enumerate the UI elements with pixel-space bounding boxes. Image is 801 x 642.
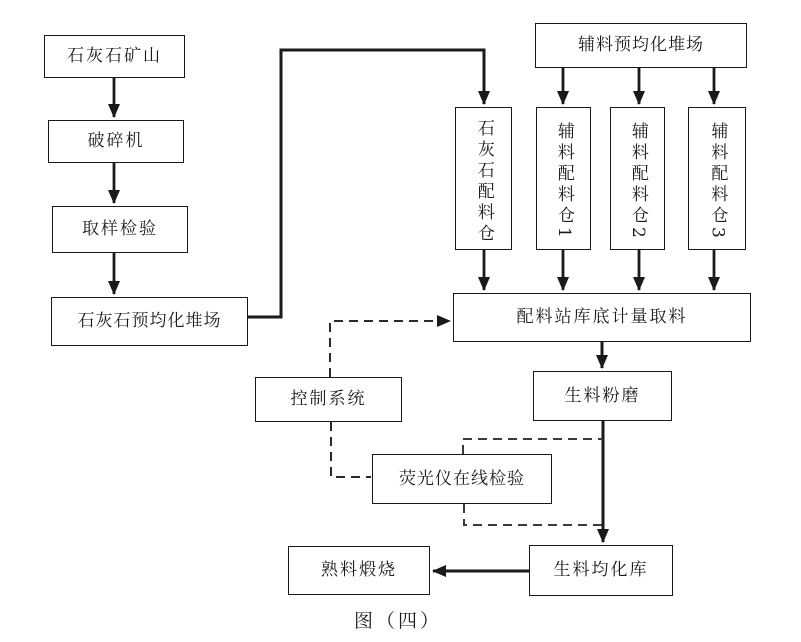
dashed-xrf-top-tap (463, 439, 603, 454)
node-clinker-calcination: 熟料煅烧 (288, 546, 430, 595)
node-aux-preblending-yard: 辅料预均化堆场 (535, 23, 747, 68)
dashed-control-to-station (330, 321, 450, 377)
node-control-system: 控制系统 (255, 377, 402, 422)
arrow-yard-to-limestone-bin (248, 50, 484, 317)
node-aux-batching-bin-3: 辅料配料仓3 (688, 107, 746, 250)
dashed-control-to-xrf (331, 422, 371, 477)
node-limestone-batching-bin: 石灰石配料仓 (455, 107, 512, 250)
node-limestone-mine: 石灰石矿山 (44, 35, 185, 78)
figure-caption: 图（四） (353, 610, 442, 632)
node-raw-meal-homogenizing-silo: 生料均化库 (529, 545, 673, 596)
node-aux-batching-bin-1: 辅料配料仓1 (536, 107, 591, 250)
node-aux-batching-bin-2: 辅料配料仓2 (610, 107, 665, 250)
node-raw-meal-grinding: 生料粉磨 (533, 371, 672, 421)
node-crusher: 破碎机 (48, 120, 184, 163)
dashed-xrf-bottom-tap (464, 504, 603, 525)
node-xrf-online-inspection: 荧光仪在线检验 (372, 454, 552, 504)
node-batching-station: 配料站库底计量取料 (453, 293, 751, 342)
node-sampling-inspection: 取样检验 (52, 206, 188, 253)
node-limestone-preblending-yard: 石灰石预均化堆场 (51, 297, 248, 346)
